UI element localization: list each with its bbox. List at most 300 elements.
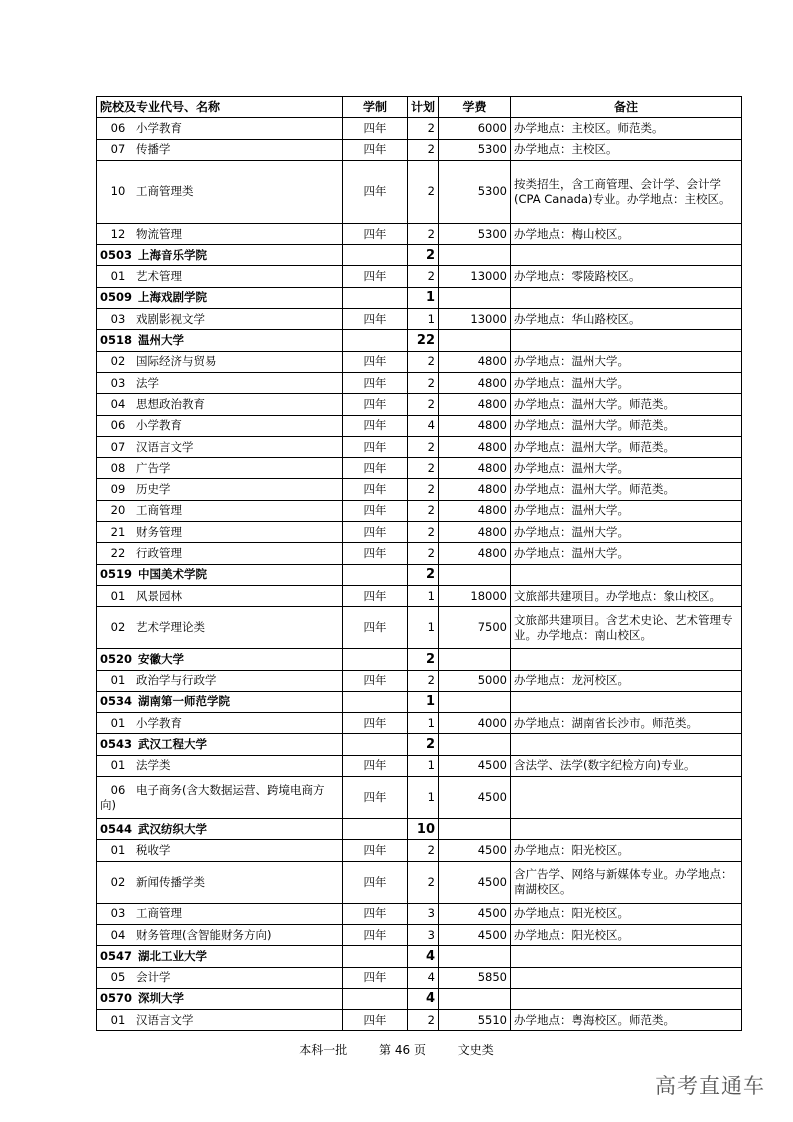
major-row	[97, 585, 742, 606]
duration-cell	[343, 819, 408, 840]
school-row	[97, 245, 742, 266]
major-code: 08	[110, 460, 126, 475]
major-cell	[97, 755, 343, 776]
fee-cell: 4800	[439, 436, 511, 457]
duration-cell: 四年	[343, 458, 408, 479]
major-cell	[97, 585, 343, 606]
header-name: 院校及专业代号、名称	[97, 97, 343, 118]
plan-cell: 2	[408, 500, 439, 521]
major-row	[97, 713, 742, 734]
school-plan-total: 4	[408, 988, 439, 1009]
plan-cell: 1	[408, 713, 439, 734]
note-cell: 办学地点：粤海校区。师范类。	[511, 1010, 742, 1031]
duration-cell: 四年	[343, 415, 408, 436]
fee-cell: 4500	[439, 755, 511, 776]
school-code: 0547	[100, 948, 133, 963]
major-row	[97, 458, 742, 479]
major-row	[97, 266, 742, 287]
major-cell	[97, 861, 343, 903]
major-row	[97, 967, 742, 988]
major-row	[97, 670, 742, 691]
major-code: 09	[110, 482, 126, 497]
admission-plan-table	[96, 96, 742, 1031]
major-row	[97, 479, 742, 500]
major-cell	[97, 967, 343, 988]
duration-cell	[343, 649, 408, 670]
major-cell	[97, 840, 343, 861]
major-row	[97, 139, 742, 160]
note-cell	[511, 564, 742, 585]
duration-cell: 四年	[343, 924, 408, 945]
major-row	[97, 607, 742, 649]
fee-cell: 5300	[439, 160, 511, 223]
note-cell: 办学地点：湖南省长沙市。师范类。	[511, 713, 742, 734]
duration-cell: 四年	[343, 479, 408, 500]
major-code: 01	[110, 758, 126, 773]
major-code: 06	[110, 120, 126, 135]
plan-cell: 2	[408, 479, 439, 500]
major-row	[97, 351, 742, 372]
note-cell	[511, 819, 742, 840]
major-name: 税收学	[136, 842, 171, 857]
duration-cell	[343, 988, 408, 1009]
note-cell: 办学地点：温州大学。师范类。	[511, 394, 742, 415]
school-cell	[97, 245, 343, 266]
major-name: 新闻传播学类	[136, 874, 205, 889]
footer-batch: 本科一批	[299, 1043, 348, 1057]
fee-cell: 13000	[439, 266, 511, 287]
major-code: 03	[110, 906, 126, 921]
fee-cell	[439, 734, 511, 755]
duration-cell: 四年	[343, 585, 408, 606]
major-code: 04	[110, 927, 126, 942]
duration-cell: 四年	[343, 266, 408, 287]
duration-cell: 四年	[343, 309, 408, 330]
major-code: 05	[110, 970, 126, 985]
school-cell	[97, 734, 343, 755]
note-cell: 办学地点：温州大学。	[511, 500, 742, 521]
school-row	[97, 287, 742, 308]
duration-cell: 四年	[343, 1010, 408, 1031]
school-cell	[97, 691, 343, 712]
fee-cell	[439, 564, 511, 585]
plan-cell: 1	[408, 777, 439, 819]
major-row	[97, 755, 742, 776]
fee-cell: 4500	[439, 903, 511, 924]
major-code: 21	[110, 524, 126, 539]
major-code: 04	[110, 396, 126, 411]
school-row	[97, 946, 742, 967]
major-name: 法学	[136, 375, 159, 390]
major-cell	[97, 543, 343, 564]
plan-cell: 2	[408, 372, 439, 393]
major-code: 10	[110, 184, 126, 199]
major-row	[97, 543, 742, 564]
major-cell	[97, 713, 343, 734]
note-cell	[511, 330, 742, 351]
duration-cell: 四年	[343, 522, 408, 543]
fee-cell	[439, 691, 511, 712]
major-name: 电子商务(含大数据运营、跨境电商方向)	[100, 782, 325, 812]
school-plan-total: 4	[408, 946, 439, 967]
major-cell	[97, 372, 343, 393]
note-cell: 办学地点：温州大学。	[511, 351, 742, 372]
school-plan-total: 1	[408, 691, 439, 712]
major-cell	[97, 436, 343, 457]
note-cell	[511, 691, 742, 712]
school-plan-total: 2	[408, 649, 439, 670]
major-code: 02	[110, 354, 126, 369]
major-cell	[97, 924, 343, 945]
note-cell	[511, 777, 742, 819]
note-cell: 办学地点：温州大学。师范类。	[511, 479, 742, 500]
school-cell	[97, 819, 343, 840]
note-cell: 按类招生，含工商管理、会计学、会计学(CPA Canada)专业。办学地点：主校区。	[511, 160, 742, 223]
school-name: 上海戏剧学院	[138, 290, 207, 305]
major-code: 01	[110, 1012, 126, 1027]
major-code: 03	[110, 311, 126, 326]
note-cell: 文旅部共建项目。办学地点：象山校区。	[511, 585, 742, 606]
school-plan-total: 22	[408, 330, 439, 351]
note-cell: 办学地点：龙河校区。	[511, 670, 742, 691]
plan-cell: 2	[408, 543, 439, 564]
fee-cell	[439, 649, 511, 670]
school-row	[97, 819, 742, 840]
fee-cell: 18000	[439, 585, 511, 606]
major-name: 国际经济与贸易	[136, 354, 217, 369]
fee-cell	[439, 245, 511, 266]
major-row	[97, 223, 742, 244]
duration-cell: 四年	[343, 777, 408, 819]
duration-cell	[343, 287, 408, 308]
page-footer	[0, 1041, 793, 1058]
major-cell	[97, 903, 343, 924]
fee-cell: 5300	[439, 139, 511, 160]
plan-cell: 2	[408, 1010, 439, 1031]
note-cell: 办学地点：主校区。师范类。	[511, 118, 742, 139]
major-cell	[97, 394, 343, 415]
major-cell	[97, 139, 343, 160]
duration-cell	[343, 245, 408, 266]
school-cell	[97, 946, 343, 967]
plan-cell: 2	[408, 436, 439, 457]
major-cell	[97, 458, 343, 479]
school-code: 0519	[100, 567, 133, 582]
duration-cell: 四年	[343, 436, 408, 457]
major-row	[97, 394, 742, 415]
header-fee: 学费	[439, 97, 511, 118]
school-name: 安徽大学	[138, 651, 184, 666]
plan-cell: 2	[408, 118, 439, 139]
duration-cell: 四年	[343, 713, 408, 734]
major-name: 汉语言文学	[136, 439, 194, 454]
fee-cell: 4500	[439, 924, 511, 945]
school-plan-total: 2	[408, 734, 439, 755]
major-code: 01	[110, 715, 126, 730]
major-name: 物流管理	[136, 226, 182, 241]
fee-cell: 4000	[439, 713, 511, 734]
footer-category: 文史类	[457, 1043, 494, 1057]
fee-cell: 5000	[439, 670, 511, 691]
major-cell	[97, 522, 343, 543]
header-duration: 学制	[343, 97, 408, 118]
note-cell	[511, 967, 742, 988]
major-code: 07	[110, 439, 126, 454]
major-name: 政治学与行政学	[136, 673, 217, 688]
fee-cell: 4800	[439, 351, 511, 372]
fee-cell	[439, 330, 511, 351]
school-code: 0543	[100, 737, 133, 752]
school-plan-total: 10	[408, 819, 439, 840]
major-cell	[97, 223, 343, 244]
school-name: 武汉纺织大学	[138, 821, 207, 836]
school-cell	[97, 988, 343, 1009]
major-cell	[97, 266, 343, 287]
major-name: 艺术管理	[136, 269, 182, 284]
plan-cell: 4	[408, 415, 439, 436]
major-code: 01	[110, 588, 126, 603]
major-row	[97, 522, 742, 543]
major-cell	[97, 351, 343, 372]
major-code: 22	[110, 545, 126, 560]
fee-cell: 7500	[439, 607, 511, 649]
major-row	[97, 903, 742, 924]
major-cell	[97, 415, 343, 436]
school-row	[97, 988, 742, 1009]
major-row	[97, 118, 742, 139]
school-name: 温州大学	[138, 333, 184, 348]
major-cell	[97, 500, 343, 521]
major-row	[97, 500, 742, 521]
header-note: 备注	[511, 97, 742, 118]
fee-cell: 4500	[439, 861, 511, 903]
major-name: 法学类	[136, 758, 171, 773]
major-name: 行政管理	[136, 545, 182, 560]
table-header-row	[97, 97, 742, 118]
major-cell	[97, 777, 343, 819]
duration-cell: 四年	[343, 967, 408, 988]
plan-cell: 1	[408, 607, 439, 649]
note-cell: 办学地点：温州大学。	[511, 522, 742, 543]
major-name: 广告学	[136, 460, 171, 475]
major-code: 01	[110, 269, 126, 284]
school-row	[97, 330, 742, 351]
note-cell	[511, 287, 742, 308]
note-cell: 办学地点：温州大学。	[511, 372, 742, 393]
duration-cell: 四年	[343, 118, 408, 139]
duration-cell: 四年	[343, 394, 408, 415]
note-cell: 办学地点：温州大学。师范类。	[511, 415, 742, 436]
major-cell	[97, 160, 343, 223]
major-row	[97, 436, 742, 457]
note-cell: 办学地点：梅山校区。	[511, 223, 742, 244]
school-code: 0544	[100, 821, 133, 836]
school-plan-total: 1	[408, 287, 439, 308]
school-code: 0570	[100, 991, 133, 1006]
major-code: 01	[110, 842, 126, 857]
plan-cell: 2	[408, 394, 439, 415]
duration-cell: 四年	[343, 160, 408, 223]
school-name: 湖南第一师范学院	[138, 694, 230, 709]
major-row	[97, 372, 742, 393]
plan-cell: 2	[408, 522, 439, 543]
duration-cell: 四年	[343, 903, 408, 924]
school-code: 0518	[100, 333, 133, 348]
major-code: 06	[110, 418, 126, 433]
plan-cell: 1	[408, 755, 439, 776]
plan-cell: 2	[408, 458, 439, 479]
major-name: 工商管理	[136, 906, 182, 921]
school-name: 深圳大学	[138, 991, 184, 1006]
duration-cell	[343, 946, 408, 967]
fee-cell: 4800	[439, 500, 511, 521]
fee-cell: 4800	[439, 394, 511, 415]
plan-cell: 1	[408, 309, 439, 330]
duration-cell: 四年	[343, 223, 408, 244]
note-cell: 办学地点：阳光校区。	[511, 840, 742, 861]
major-code: 06	[110, 782, 126, 797]
watermark-text: 高考直通车	[655, 1074, 765, 1098]
school-code: 0503	[100, 247, 133, 262]
fee-cell	[439, 287, 511, 308]
plan-cell: 3	[408, 903, 439, 924]
note-cell	[511, 734, 742, 755]
fee-cell	[439, 988, 511, 1009]
note-cell: 办学地点：温州大学。	[511, 458, 742, 479]
major-cell	[97, 118, 343, 139]
duration-cell: 四年	[343, 861, 408, 903]
major-row	[97, 924, 742, 945]
major-row	[97, 160, 742, 223]
major-name: 工商管理类	[136, 184, 194, 199]
note-cell: 办学地点：零陵路校区。	[511, 266, 742, 287]
fee-cell: 4800	[439, 543, 511, 564]
plan-cell: 2	[408, 670, 439, 691]
note-cell: 办学地点：阳光校区。	[511, 924, 742, 945]
plan-cell: 2	[408, 160, 439, 223]
major-code: 20	[110, 503, 126, 518]
major-name: 小学教育	[136, 418, 182, 433]
header-plan: 计划	[408, 97, 439, 118]
fee-cell: 13000	[439, 309, 511, 330]
fee-cell: 4800	[439, 522, 511, 543]
major-name: 艺术学理论类	[136, 620, 205, 635]
plan-cell: 2	[408, 139, 439, 160]
school-code: 0509	[100, 290, 133, 305]
plan-cell: 1	[408, 585, 439, 606]
school-name: 上海音乐学院	[138, 247, 207, 262]
duration-cell: 四年	[343, 500, 408, 521]
note-cell: 办学地点：温州大学。	[511, 543, 742, 564]
footer-page-number: 第 46 页	[379, 1043, 426, 1057]
school-row	[97, 649, 742, 670]
major-name: 风景园林	[136, 588, 182, 603]
fee-cell: 4800	[439, 479, 511, 500]
fee-cell: 4800	[439, 415, 511, 436]
major-code: 02	[110, 620, 126, 635]
fee-cell: 5300	[439, 223, 511, 244]
major-cell	[97, 1010, 343, 1031]
school-cell	[97, 564, 343, 585]
plan-cell: 2	[408, 861, 439, 903]
plan-cell: 4	[408, 967, 439, 988]
major-name: 会计学	[136, 970, 171, 985]
major-row	[97, 1010, 742, 1031]
school-plan-total: 2	[408, 564, 439, 585]
school-cell	[97, 287, 343, 308]
fee-cell	[439, 946, 511, 967]
major-code: 12	[110, 226, 126, 241]
note-cell: 文旅部共建项目。含艺术史论、艺术管理专业。办学地点：南山校区。	[511, 607, 742, 649]
plan-cell: 2	[408, 266, 439, 287]
duration-cell: 四年	[343, 543, 408, 564]
duration-cell: 四年	[343, 372, 408, 393]
table-body	[97, 118, 742, 1031]
school-name: 中国美术学院	[138, 567, 207, 582]
duration-cell	[343, 734, 408, 755]
major-name: 汉语言文学	[136, 1012, 194, 1027]
fee-cell: 6000	[439, 118, 511, 139]
fee-cell	[439, 819, 511, 840]
major-code: 01	[110, 673, 126, 688]
major-name: 戏剧影视文学	[136, 311, 205, 326]
school-cell	[97, 330, 343, 351]
major-row	[97, 840, 742, 861]
major-name: 财务管理	[136, 524, 182, 539]
note-cell: 办学地点：阳光校区。	[511, 903, 742, 924]
duration-cell: 四年	[343, 840, 408, 861]
major-cell	[97, 607, 343, 649]
plan-cell: 2	[408, 840, 439, 861]
major-name: 财务管理(含智能财务方向)	[136, 927, 272, 942]
duration-cell: 四年	[343, 755, 408, 776]
note-cell: 办学地点：温州大学。师范类。	[511, 436, 742, 457]
major-row	[97, 861, 742, 903]
major-cell	[97, 309, 343, 330]
school-plan-total: 2	[408, 245, 439, 266]
fee-cell: 5510	[439, 1010, 511, 1031]
duration-cell: 四年	[343, 139, 408, 160]
fee-cell: 4500	[439, 840, 511, 861]
note-cell	[511, 946, 742, 967]
fee-cell: 4500	[439, 777, 511, 819]
major-code: 07	[110, 142, 126, 157]
fee-cell: 4800	[439, 372, 511, 393]
school-row	[97, 564, 742, 585]
major-row	[97, 309, 742, 330]
major-code: 02	[110, 874, 126, 889]
major-code: 03	[110, 375, 126, 390]
note-cell: 含法学、法学(数字纪检方向)专业。	[511, 755, 742, 776]
major-name: 小学教育	[136, 715, 182, 730]
duration-cell: 四年	[343, 607, 408, 649]
note-cell: 办学地点：华山路校区。	[511, 309, 742, 330]
note-cell: 办学地点：主校区。	[511, 139, 742, 160]
major-name: 工商管理	[136, 503, 182, 518]
school-cell	[97, 649, 343, 670]
major-name: 思想政治教育	[136, 396, 205, 411]
school-name: 武汉工程大学	[138, 737, 207, 752]
duration-cell	[343, 564, 408, 585]
fee-cell: 4800	[439, 458, 511, 479]
note-cell: 含广告学、网络与新媒体专业。办学地点：南湖校区。	[511, 861, 742, 903]
major-name: 小学教育	[136, 120, 182, 135]
plan-cell: 3	[408, 924, 439, 945]
duration-cell	[343, 330, 408, 351]
major-name: 传播学	[136, 142, 171, 157]
major-row	[97, 777, 742, 819]
school-name: 湖北工业大学	[138, 948, 207, 963]
